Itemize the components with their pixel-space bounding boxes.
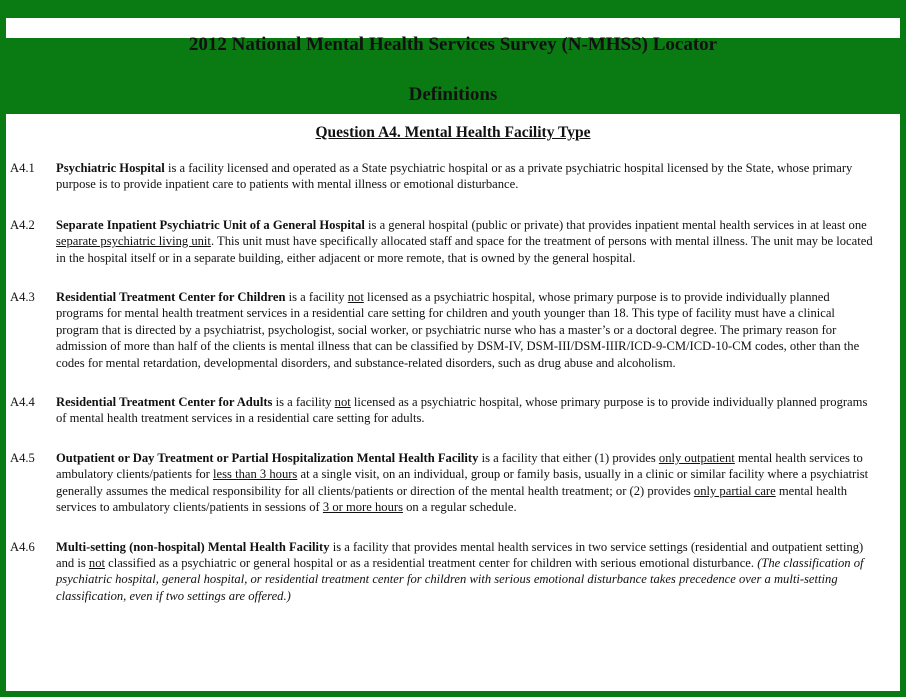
- definition-body: [56, 394, 880, 427]
- definition-a4-6: [6, 539, 900, 605]
- document-subtitle: Definitions: [408, 84, 498, 105]
- definition-underlined-text: only partial care: [693, 483, 776, 498]
- definition-text: is a facility that provides mental health services in two service settings (residential and outpatient setting) and is: [56, 539, 864, 570]
- definition-number: A4.1: [10, 161, 35, 175]
- definition-text: is a facility: [272, 395, 335, 410]
- document-title: 2012 National Mental Health Services Survey (N-MHSS) Locator: [188, 34, 718, 55]
- definition-underlined-text: only outpatient: [658, 450, 735, 465]
- definition-term: Separate Inpatient Psychiatric Unit of a General Hospital: [56, 217, 365, 232]
- definition-term: Residential Treatment Center for Adults: [56, 395, 273, 410]
- definition-text: is a general hospital (public or private) that provides inpatient mental health services in at least one: [364, 217, 867, 232]
- definition-text: classified as a psychiatric or general hospital or as a residential treatment center for children with serious emotional disturbance.: [104, 555, 758, 570]
- question-heading: Question A4. Mental Health Facility Type: [315, 124, 591, 141]
- definition-text: is a facility: [285, 290, 348, 305]
- definition-body: [56, 217, 880, 266]
- definition-note: (The classification of psychiatric hospital, general hospital, or residential treatment center for children with serious emotional disturbance takes precedence over a multi-setting classification, even if two settings are offered.): [56, 555, 864, 603]
- definition-body: [56, 160, 880, 193]
- header-banner: [6, 14, 900, 114]
- definition-text: at a single visit, on an individual, group or family basis, usually in a clinic or similar facility where a psychiatrist generally assumes the medical responsibility for all clients/patients or direction of the mental health treatment; or (2) provides: [56, 467, 869, 498]
- definitions-list: [6, 160, 900, 604]
- definition-underlined-text: not: [334, 395, 351, 410]
- definition-a4-3: [6, 289, 900, 371]
- definition-a4-5: [6, 450, 900, 516]
- definition-number: A4.5: [10, 450, 35, 465]
- definition-body: [56, 539, 880, 605]
- definition-term: Residential Treatment Center for Children: [56, 290, 286, 305]
- definition-a4-4: [6, 394, 900, 427]
- definition-underlined-text: separate psychiatric living unit: [56, 234, 211, 249]
- definition-text: mental health services to ambulatory clients/patients in sessions of: [56, 483, 848, 515]
- definition-number: A4.3: [10, 290, 35, 305]
- definition-text: is a facility licensed and operated as a State psychiatric hospital or as a private psychiatric hospital licensed by the State, whose primary purpose is to provide inpatient care to patients with mental illness or emotional disturbance.: [56, 161, 853, 192]
- definition-term: Outpatient or Day Treatment or Partial Hospitalization Mental Health Facility: [56, 450, 479, 465]
- definition-term: Psychiatric Hospital: [56, 161, 165, 175]
- definition-number: A4.2: [10, 217, 35, 232]
- definition-text: mental health services to ambulatory clients/patients for: [56, 450, 863, 482]
- definition-underlined-text: 3 or more hours: [322, 500, 403, 515]
- definition-body: [56, 289, 880, 371]
- definition-number: A4.6: [10, 539, 35, 554]
- definition-number: A4.4: [10, 395, 35, 410]
- definition-text: licensed as a psychiatric hospital, whose primary purpose is to provide individually planned programs of mental health treatment services in a residential care setting for adults.: [56, 395, 868, 426]
- definition-underlined-text: less than 3 hours: [213, 467, 298, 482]
- definition-underlined-text: not: [88, 555, 105, 570]
- definition-text: licensed as a psychiatric hospital, whose primary purpose is to provide individually planned programs for mental health treatment services in a residential care setting for children and youth younger than 18. This type of facility must have a clinical program that is directed by a psychiatrist, psychologist, social worker, or psychiatric nurse who has a master’s or a doctoral degree. The primary reason for admission of more than half of the clients is mental illness that can be classified by DSM-IV, DSM-III/DSM-IIIR/ICD-9-CM/ICD-10-CM codes, other than the codes for mental retardation, developmental disorders, and substance-related disorders, such as drug abuse and alcoholism.: [56, 290, 860, 370]
- definition-a4-1: [6, 160, 900, 193]
- definition-a4-2: [6, 217, 900, 266]
- definition-text: . This unit must have specifically allocated staff and space for the treatment of persons with mental illness. The unit may be located in the hospital itself or in a separate building, either adjacent or more remote, that is owned by the general hospital.: [56, 234, 873, 265]
- definition-body: [56, 450, 880, 516]
- definition-underlined-text: not: [347, 290, 364, 305]
- definition-text: is a facility that either (1) provides: [478, 450, 659, 465]
- definition-term: Multi-setting (non-hospital) Mental Health Facility: [56, 539, 330, 554]
- definition-text: on a regular schedule.: [402, 500, 517, 515]
